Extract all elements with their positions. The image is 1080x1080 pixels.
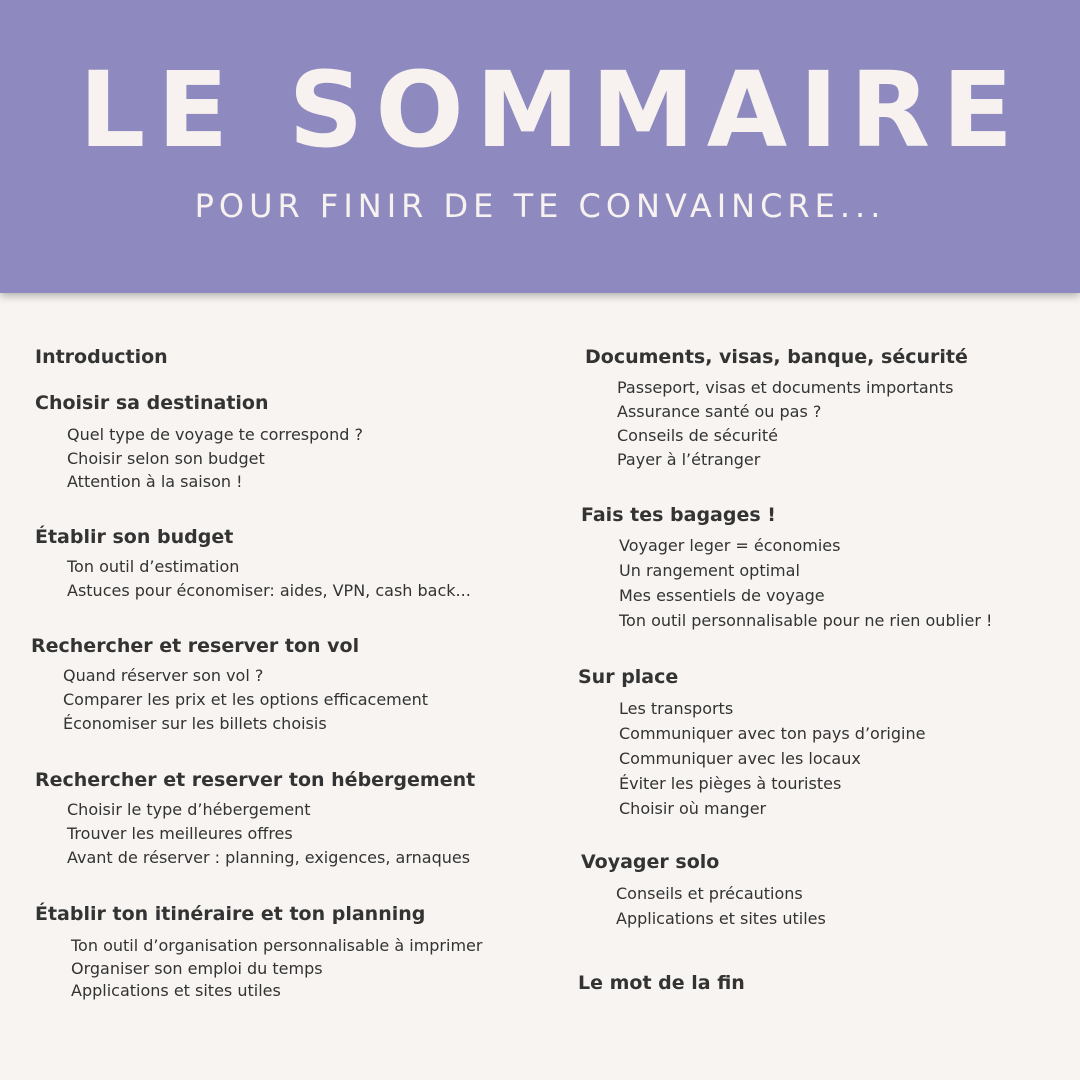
toc-item: Applications et sites utiles (616, 909, 826, 928)
section-title: Rechercher et reserver ton vol (31, 635, 360, 657)
toc-section-etablir-budget (35, 525, 471, 603)
toc-item: Conseils de sécurité (617, 426, 778, 445)
subsection-list (71, 935, 482, 1003)
toc-item: Éviter les pièges à touristes (619, 774, 842, 793)
toc-item: Ton outil d’organisation personnalisable à imprimer (71, 936, 483, 955)
toc-item: Économiser sur les billets choisis (63, 714, 327, 733)
toc-section-documents (585, 345, 968, 472)
toc-item: Choisir selon son budget (67, 448, 265, 468)
subsection-list (63, 664, 428, 736)
section-title: Le mot de la fin (578, 972, 745, 994)
subsection-list (616, 881, 826, 931)
toc-item: Avant de réserver : planning, exigences, arnaques (67, 848, 471, 867)
toc-item: Astuces pour économiser: aides, VPN, cash back... (67, 581, 471, 600)
subsection-list (67, 423, 363, 494)
subsection-list (617, 376, 968, 472)
toc-section-choisir-destination (35, 391, 363, 494)
page-title: LE SOMMAIRE (78, 49, 1026, 171)
toc-item: Communiquer avec les locaux (619, 749, 861, 768)
toc-item: Organiser son emploi du temps (71, 958, 323, 978)
subsection-list (67, 798, 475, 870)
toc-section-introduction (35, 345, 168, 369)
toc-item: Attention à la saison ! (67, 472, 243, 491)
toc-section-voyager-solo (581, 850, 826, 931)
toc-section-sur-place (578, 665, 925, 821)
toc-item: Comparer les prix et les options efficacement (63, 690, 429, 709)
section-title: Établir ton itinéraire et ton planning (35, 903, 426, 925)
toc-item: Choisir le type d’hébergement (67, 800, 311, 819)
toc-item: Les transports (619, 699, 734, 718)
section-title: Établir son budget (35, 526, 234, 548)
section-title: Sur place (578, 666, 679, 688)
toc-item: Mes essentiels de voyage (619, 586, 825, 605)
toc-item: Applications et sites utiles (71, 981, 281, 1000)
subsection-list (619, 533, 992, 633)
toc-item: Assurance santé ou pas ? (617, 402, 822, 421)
toc-section-vol (31, 634, 428, 736)
section-title: Fais tes bagages ! (581, 504, 776, 526)
toc-item: Choisir où manger (619, 799, 767, 818)
toc-section-bagages (581, 503, 992, 633)
toc-item: Voyager leger = économies (619, 536, 841, 555)
section-title: Documents, visas, banque, sécurité (585, 346, 968, 368)
toc-item: Conseils et précautions (616, 884, 803, 903)
toc-item: Payer à l’étranger (617, 450, 761, 469)
toc-item: Trouver les meilleures offres (67, 824, 293, 843)
toc-item: Un rangement optimal (619, 561, 800, 580)
subsection-list (619, 696, 925, 821)
section-title: Introduction (35, 346, 168, 368)
toc-item: Quel type de voyage te correspond ? (67, 425, 363, 444)
section-title: Voyager solo (581, 851, 720, 873)
toc-item: Communiquer avec ton pays d’origine (619, 724, 926, 743)
toc-section-hebergement (35, 768, 475, 870)
toc-item: Ton outil d’estimation (67, 557, 240, 576)
header-banner (0, 0, 1080, 293)
toc-item: Quand réserver son vol ? (63, 666, 264, 685)
toc-item: Ton outil personnalisable pour ne rien oublier ! (619, 611, 993, 630)
section-title: Rechercher et reserver ton hébergement (35, 769, 476, 791)
subsection-list (67, 555, 471, 603)
page-subtitle: POUR FINIR DE TE CONVAINCRE... (194, 187, 886, 225)
toc-item: Passeport, visas et documents importants (617, 378, 954, 397)
toc-section-mot-de-la-fin (578, 971, 745, 995)
toc-section-itineraire (35, 902, 482, 1003)
section-title: Choisir sa destination (35, 392, 269, 414)
